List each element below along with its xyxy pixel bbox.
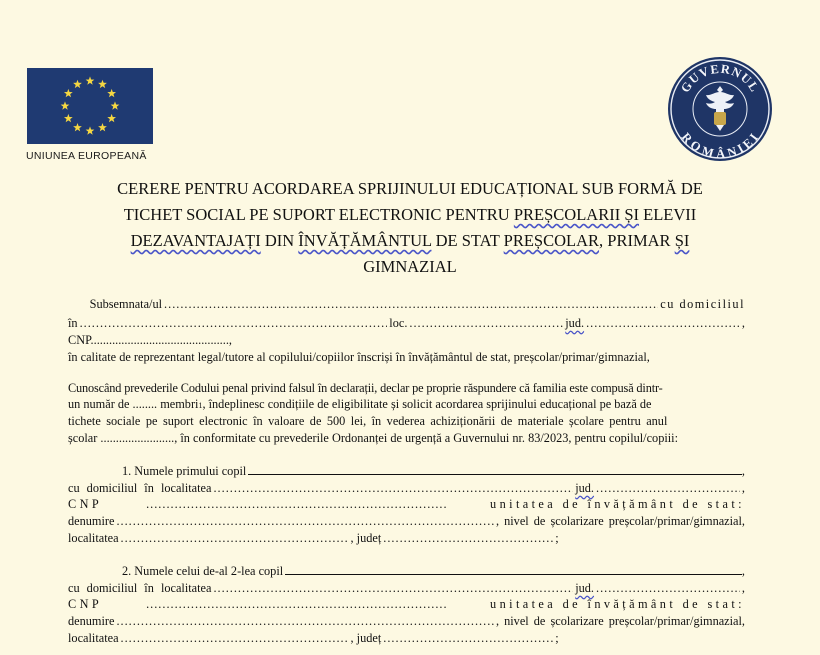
domicile-label: cu domiciliul <box>660 297 745 311</box>
title-line-2: TICHET SOCIAL PE SUPORT ELECTRONIC PENTRU PREȘCOLARII ȘI ELEVII <box>123 205 697 224</box>
child-2-school-label: unitatea de învățământ de stat: <box>490 597 745 611</box>
child-2-county-field[interactable] <box>596 581 740 595</box>
eu-star-icon <box>98 123 107 131</box>
subsemnata-label: Subsemnata/ul <box>89 297 163 311</box>
footnote-marker: 1 <box>198 401 203 410</box>
child-1-school-county-field[interactable] <box>383 531 553 545</box>
seal-top-text: GUVERNUL <box>677 61 763 96</box>
locality-label: loc. <box>389 316 408 330</box>
eu-star-icon <box>64 89 73 97</box>
title-line-4: GIMNAZIAL <box>363 257 457 276</box>
child-2-name-field[interactable] <box>285 564 742 575</box>
eu-star-icon <box>107 89 116 97</box>
title-line-1: CERERE PENTRU ACORDAREA SPRIJINULUI EDUCAȚIONAL SUB FORMĂ DE <box>117 179 703 198</box>
child-1-domicile-line: cu domiciliul în localitatea ..... jud. ..... , <box>68 481 745 495</box>
eu-flag-logo <box>27 68 153 144</box>
seal-bottom-text: ROMÂNIEI <box>678 130 762 161</box>
eu-star-icon <box>111 101 120 109</box>
child-2-school-locality-line: localitatea ..... , județ ..... ; <box>68 631 745 645</box>
eu-star-icon <box>73 80 82 88</box>
declaration-line-2: un număr de ........ membri 1 , îndeplinesc condițiile de eligibilitate și solicit acordarea sprijinului educațional pe bază de <box>68 397 652 411</box>
declaration-line-4: școlar ........................, în conformitate cu prevederile Ordonanței de urgență a Guvernului nr. 83/2023, pentru copilul/copiii: <box>68 431 679 445</box>
child-2-school-county-field[interactable] <box>383 631 553 645</box>
child-2-domicile-line: cu domiciliul în localitatea ..... jud. ..... , <box>68 581 745 595</box>
child-1-locality-field[interactable] <box>213 481 573 495</box>
address-field[interactable] <box>80 316 388 330</box>
eu-star-icon <box>86 76 95 84</box>
child-1-school-locality-field[interactable] <box>121 531 349 545</box>
applicant-cnp-field[interactable]: CNP............................................., <box>68 333 232 347</box>
county-field[interactable] <box>586 316 740 330</box>
locality-field[interactable] <box>409 316 563 330</box>
applicant-cnp-line <box>68 333 745 347</box>
applicant-name-field[interactable] <box>164 297 658 311</box>
title-line-3: DEZAVANTAJAȚI DIN ÎNVĂȚĂMÂNTUL DE STAT PREȘCOLAR, PRIMAR ȘI <box>130 231 690 250</box>
child-1-name-line: 1. Numele primului copil , <box>122 464 745 478</box>
eu-stars-icon <box>27 68 153 144</box>
government-seal-logo <box>667 56 773 162</box>
eu-star-icon <box>107 114 116 122</box>
declaration-line-3: tichete sociale pe suport electronic în valoare de 500 lei, în vederea achiziționării de materiale școlare pentru anul <box>68 414 668 428</box>
child-2-name-label: 2. Numele celui de-al 2-lea copil <box>122 564 284 578</box>
address-line: în ..... loc. ..... jud. ..... , <box>68 316 745 330</box>
child-1-school-label: unitatea de învățământ de stat: <box>490 497 745 511</box>
child-1-cnp-field[interactable] <box>146 497 446 511</box>
child-1-school-name-field[interactable] <box>116 514 494 528</box>
child-2-school-locality-field[interactable] <box>121 631 349 645</box>
child-2-cnp-line: CNP ..... unitatea de învățământ de stat: <box>68 597 745 611</box>
child-1-name-label: 1. Numele primului copil <box>122 464 247 478</box>
in-label: în <box>68 316 78 330</box>
declaration-line-1: Cunoscând prevederile Codului penal privind falsul în declarații, declar pe proprie răspundere că familia este compusă dintr- <box>68 381 663 395</box>
child-1-county-field[interactable] <box>596 481 740 495</box>
county-label: jud. <box>565 316 585 330</box>
child-2-school-name-field[interactable] <box>116 614 494 628</box>
eu-label: UNIUNEA EUROPEANĂ <box>26 150 147 162</box>
capacity-text: în calitate de reprezentant legal/tutore al copilului/copiilor înscriși în învățământul de stat, preșcolar/primar/gimnazial, <box>68 350 650 364</box>
eu-star-icon <box>86 126 95 134</box>
document-title <box>40 176 780 280</box>
child-1-cnp-line: CNP ..... unitatea de învățământ de stat: <box>68 497 745 511</box>
child-2-name-line: 2. Numele celui de-al 2-lea copil , <box>122 564 745 578</box>
child-1-school-locality-line: localitatea ..... , județ ..... ; <box>68 531 745 545</box>
eu-star-icon <box>98 80 107 88</box>
child-2-locality-field[interactable] <box>213 581 573 595</box>
eu-star-icon <box>61 101 70 109</box>
applicant-name-line <box>68 297 745 311</box>
child-1-name-field[interactable] <box>248 464 742 475</box>
child-1-school-name-line: denumire ..... , nivel de școlarizare preșcolar/primar/gimnazial, <box>68 514 745 528</box>
eu-star-icon <box>64 114 73 122</box>
eu-star-icon <box>73 123 82 131</box>
child-2-school-name-line: denumire ..... , nivel de școlarizare preșcolar/primar/gimnazial, <box>68 614 745 628</box>
capacity-line <box>68 350 745 364</box>
child-2-cnp-field[interactable] <box>146 597 446 611</box>
